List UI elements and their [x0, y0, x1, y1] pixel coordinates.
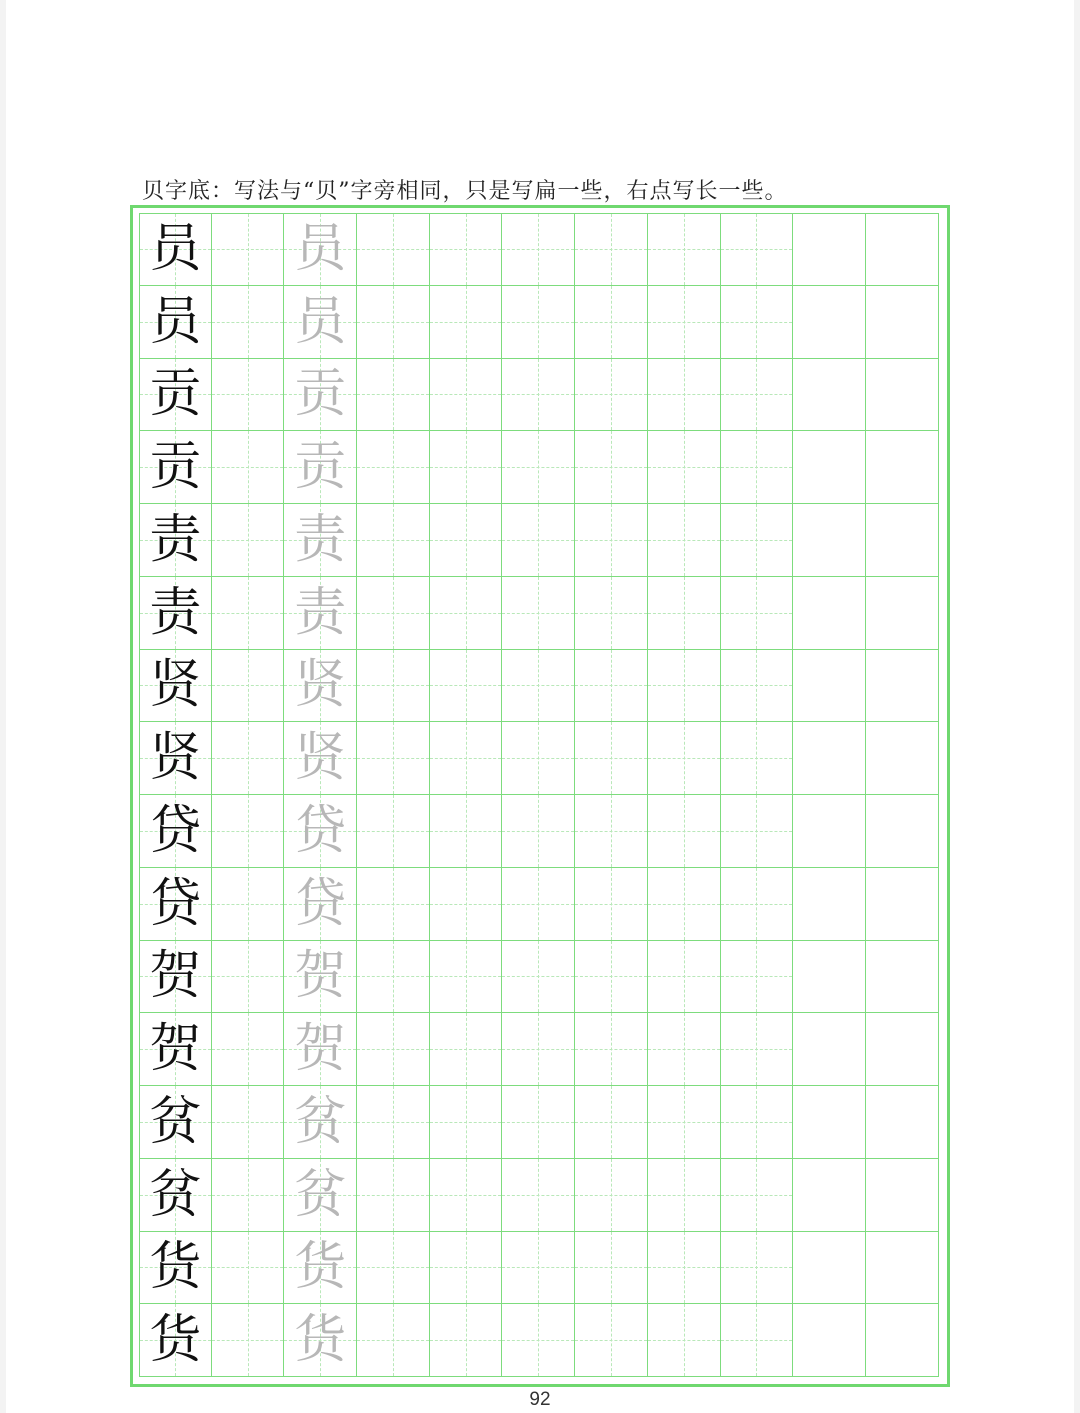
model-character-cell: [139, 1304, 212, 1377]
model-character: 员: [149, 219, 202, 280]
blank-practice-cell: [575, 504, 648, 577]
model-character-cell: [139, 722, 212, 795]
blank-practice-cell: [502, 431, 575, 504]
model-character: 货: [149, 1310, 202, 1371]
blank-practice-cell: [648, 868, 721, 941]
blank-practice-cell: [793, 1159, 866, 1232]
blank-practice-cell: [866, 577, 939, 650]
blank-practice-cell: [793, 1232, 866, 1305]
trace-character: 贡: [294, 437, 347, 498]
blank-practice-cell: [648, 504, 721, 577]
blank-practice-cell: [866, 431, 939, 504]
blank-practice-cell: [430, 650, 503, 723]
trace-character-cell: [284, 941, 357, 1014]
trace-character-cell: [284, 1159, 357, 1232]
blank-practice-cell: [721, 1232, 794, 1305]
blank-practice-cell: [721, 1013, 794, 1086]
blank-practice-cell: [575, 577, 648, 650]
blank-practice-cell: [575, 286, 648, 359]
blank-practice-cell: [212, 795, 285, 868]
blank-practice-cell: [430, 941, 503, 1014]
blank-practice-cell: [212, 941, 285, 1014]
blank-practice-cell: [357, 1159, 430, 1232]
trace-character-cell: [284, 650, 357, 723]
blank-practice-cell: [721, 213, 794, 286]
blank-practice-cell: [430, 1304, 503, 1377]
page-number: 92: [529, 1389, 551, 1410]
trace-character-cell: [284, 286, 357, 359]
blank-practice-cell: [502, 359, 575, 432]
blank-practice-cell: [793, 795, 866, 868]
blank-practice-cell: [866, 286, 939, 359]
blank-practice-cell: [648, 1013, 721, 1086]
blank-practice-cell: [212, 1232, 285, 1305]
model-character-cell: [139, 941, 212, 1014]
blank-practice-cell: [866, 213, 939, 286]
blank-practice-cell: [648, 359, 721, 432]
trace-character-cell: [284, 1232, 357, 1305]
blank-practice-cell: [212, 1086, 285, 1159]
blank-practice-cell: [212, 1159, 285, 1232]
blank-practice-cell: [866, 504, 939, 577]
blank-practice-cell: [357, 941, 430, 1014]
blank-practice-cell: [357, 1304, 430, 1377]
blank-practice-cell: [212, 504, 285, 577]
blank-practice-cell: [648, 941, 721, 1014]
blank-practice-cell: [357, 650, 430, 723]
blank-practice-cell: [357, 722, 430, 795]
model-character: 贫: [149, 1091, 202, 1152]
blank-practice-cell: [793, 650, 866, 723]
blank-practice-cell: [575, 1013, 648, 1086]
trace-character: 贤: [294, 728, 347, 789]
model-character-cell: [139, 359, 212, 432]
blank-practice-cell: [212, 286, 285, 359]
trace-character-cell: [284, 359, 357, 432]
blank-practice-cell: [721, 504, 794, 577]
model-character-cell: [139, 1013, 212, 1086]
trace-character: 货: [294, 1237, 347, 1298]
blank-practice-cell: [866, 795, 939, 868]
trace-character: 贡: [294, 364, 347, 425]
trace-character: 责: [294, 509, 347, 570]
blank-practice-cell: [866, 650, 939, 723]
blank-practice-cell: [721, 941, 794, 1014]
blank-practice-cell: [793, 941, 866, 1014]
blank-practice-cell: [212, 359, 285, 432]
model-character-cell: [139, 431, 212, 504]
blank-practice-cell: [430, 577, 503, 650]
trace-character: 贫: [294, 1091, 347, 1152]
blank-practice-cell: [793, 286, 866, 359]
trace-character-cell: [284, 577, 357, 650]
blank-practice-cell: [648, 213, 721, 286]
blank-practice-cell: [575, 359, 648, 432]
blank-practice-cell: [648, 577, 721, 650]
model-character-cell: [139, 868, 212, 941]
blank-practice-cell: [793, 359, 866, 432]
trace-character: 贷: [294, 800, 347, 861]
blank-practice-cell: [793, 1013, 866, 1086]
trace-character: 贷: [294, 873, 347, 934]
trace-character-cell: [284, 1086, 357, 1159]
blank-practice-cell: [648, 650, 721, 723]
blank-practice-cell: [212, 577, 285, 650]
blank-practice-cell: [430, 504, 503, 577]
blank-practice-cell: [430, 1232, 503, 1305]
model-character-cell: [139, 286, 212, 359]
blank-practice-cell: [866, 1159, 939, 1232]
blank-practice-cell: [721, 1304, 794, 1377]
blank-practice-cell: [430, 868, 503, 941]
model-character: 贤: [149, 728, 202, 789]
blank-practice-cell: [212, 868, 285, 941]
trace-character-cell: [284, 795, 357, 868]
blank-practice-cell: [648, 722, 721, 795]
blank-practice-cell: [357, 868, 430, 941]
blank-practice-cell: [721, 722, 794, 795]
blank-practice-cell: [212, 1304, 285, 1377]
blank-practice-cell: [793, 577, 866, 650]
blank-practice-cell: [430, 1159, 503, 1232]
model-character-cell: [139, 795, 212, 868]
blank-practice-cell: [648, 1159, 721, 1232]
model-character: 贷: [149, 800, 202, 861]
blank-practice-cell: [430, 1013, 503, 1086]
blank-practice-cell: [866, 941, 939, 1014]
blank-practice-cell: [575, 941, 648, 1014]
blank-practice-cell: [212, 650, 285, 723]
blank-practice-cell: [575, 431, 648, 504]
trace-character-cell: [284, 1304, 357, 1377]
blank-practice-cell: [357, 577, 430, 650]
blank-practice-cell: [357, 359, 430, 432]
trace-character-cell: [284, 722, 357, 795]
blank-practice-cell: [648, 1086, 721, 1159]
trace-character: 贫: [294, 1164, 347, 1225]
blank-practice-cell: [721, 577, 794, 650]
blank-practice-cell: [721, 650, 794, 723]
blank-practice-cell: [430, 722, 503, 795]
blank-practice-cell: [357, 1013, 430, 1086]
blank-practice-cell: [648, 1304, 721, 1377]
blank-practice-cell: [866, 1232, 939, 1305]
blank-practice-cell: [575, 722, 648, 795]
blank-practice-cell: [357, 504, 430, 577]
trace-character: 贤: [294, 655, 347, 716]
blank-practice-cell: [648, 795, 721, 868]
blank-practice-cell: [866, 1304, 939, 1377]
blank-practice-cell: [793, 1304, 866, 1377]
model-character: 贷: [149, 873, 202, 934]
blank-practice-cell: [648, 1232, 721, 1305]
trace-character: 责: [294, 582, 347, 643]
trace-character: 贺: [294, 946, 347, 1007]
blank-practice-cell: [430, 431, 503, 504]
blank-practice-cell: [430, 1086, 503, 1159]
blank-practice-cell: [502, 795, 575, 868]
model-character: 贺: [149, 946, 202, 1007]
model-character-cell: [139, 577, 212, 650]
trace-character-cell: [284, 1013, 357, 1086]
blank-practice-cell: [575, 1232, 648, 1305]
blank-practice-cell: [721, 795, 794, 868]
blank-practice-cell: [430, 359, 503, 432]
blank-practice-cell: [357, 286, 430, 359]
practice-grid: [139, 213, 939, 1377]
blank-practice-cell: [575, 868, 648, 941]
blank-practice-cell: [502, 1086, 575, 1159]
blank-practice-cell: [866, 868, 939, 941]
trace-character: 员: [294, 291, 347, 352]
model-character-cell: [139, 1232, 212, 1305]
blank-practice-cell: [575, 650, 648, 723]
blank-practice-cell: [502, 868, 575, 941]
blank-practice-cell: [575, 795, 648, 868]
model-character: 贫: [149, 1164, 202, 1225]
blank-practice-cell: [793, 868, 866, 941]
blank-practice-cell: [721, 359, 794, 432]
blank-practice-cell: [502, 1159, 575, 1232]
blank-practice-cell: [502, 213, 575, 286]
model-character: 贡: [149, 364, 202, 425]
blank-practice-cell: [502, 504, 575, 577]
blank-practice-cell: [502, 286, 575, 359]
blank-practice-cell: [357, 213, 430, 286]
blank-practice-cell: [866, 722, 939, 795]
instruction-text: 贝字底：写法与“贝”字旁相同，只是写扁一些，右点写长一些。: [142, 179, 788, 204]
blank-practice-cell: [502, 650, 575, 723]
blank-practice-cell: [721, 286, 794, 359]
model-character: 贡: [149, 437, 202, 498]
blank-practice-cell: [721, 431, 794, 504]
blank-practice-cell: [866, 1086, 939, 1159]
blank-practice-cell: [502, 722, 575, 795]
blank-practice-cell: [648, 431, 721, 504]
blank-practice-cell: [357, 1232, 430, 1305]
trace-character-cell: [284, 868, 357, 941]
blank-practice-cell: [721, 1086, 794, 1159]
model-character: 责: [149, 509, 202, 570]
trace-character-cell: [284, 504, 357, 577]
blank-practice-cell: [357, 1086, 430, 1159]
blank-practice-cell: [721, 1159, 794, 1232]
model-character: 责: [149, 582, 202, 643]
blank-practice-cell: [502, 941, 575, 1014]
blank-practice-cell: [793, 504, 866, 577]
blank-practice-cell: [648, 286, 721, 359]
blank-practice-cell: [212, 213, 285, 286]
blank-practice-cell: [430, 286, 503, 359]
model-character: 货: [149, 1237, 202, 1298]
blank-practice-cell: [212, 431, 285, 504]
blank-practice-cell: [357, 795, 430, 868]
blank-practice-cell: [575, 1159, 648, 1232]
blank-practice-cell: [357, 431, 430, 504]
blank-practice-cell: [793, 1086, 866, 1159]
blank-practice-cell: [793, 431, 866, 504]
blank-practice-cell: [793, 722, 866, 795]
blank-practice-cell: [502, 1232, 575, 1305]
blank-practice-cell: [575, 213, 648, 286]
blank-practice-cell: [575, 1086, 648, 1159]
model-character: 贺: [149, 1019, 202, 1080]
model-character-cell: [139, 504, 212, 577]
model-character-cell: [139, 1159, 212, 1232]
model-character: 贤: [149, 655, 202, 716]
trace-character: 货: [294, 1310, 347, 1371]
model-character: 员: [149, 291, 202, 352]
blank-practice-cell: [866, 359, 939, 432]
model-character-cell: [139, 1086, 212, 1159]
blank-practice-cell: [430, 213, 503, 286]
trace-character-cell: [284, 431, 357, 504]
blank-practice-cell: [866, 1013, 939, 1086]
blank-practice-cell: [502, 1013, 575, 1086]
blank-practice-cell: [502, 1304, 575, 1377]
blank-practice-cell: [212, 722, 285, 795]
blank-practice-cell: [212, 1013, 285, 1086]
model-character-cell: [139, 213, 212, 286]
blank-practice-cell: [793, 213, 866, 286]
trace-character: 贺: [294, 1019, 347, 1080]
trace-character-cell: [284, 213, 357, 286]
blank-practice-cell: [502, 577, 575, 650]
blank-practice-cell: [721, 868, 794, 941]
blank-practice-cell: [430, 795, 503, 868]
model-character-cell: [139, 650, 212, 723]
blank-practice-cell: [575, 1304, 648, 1377]
trace-character: 员: [294, 219, 347, 280]
